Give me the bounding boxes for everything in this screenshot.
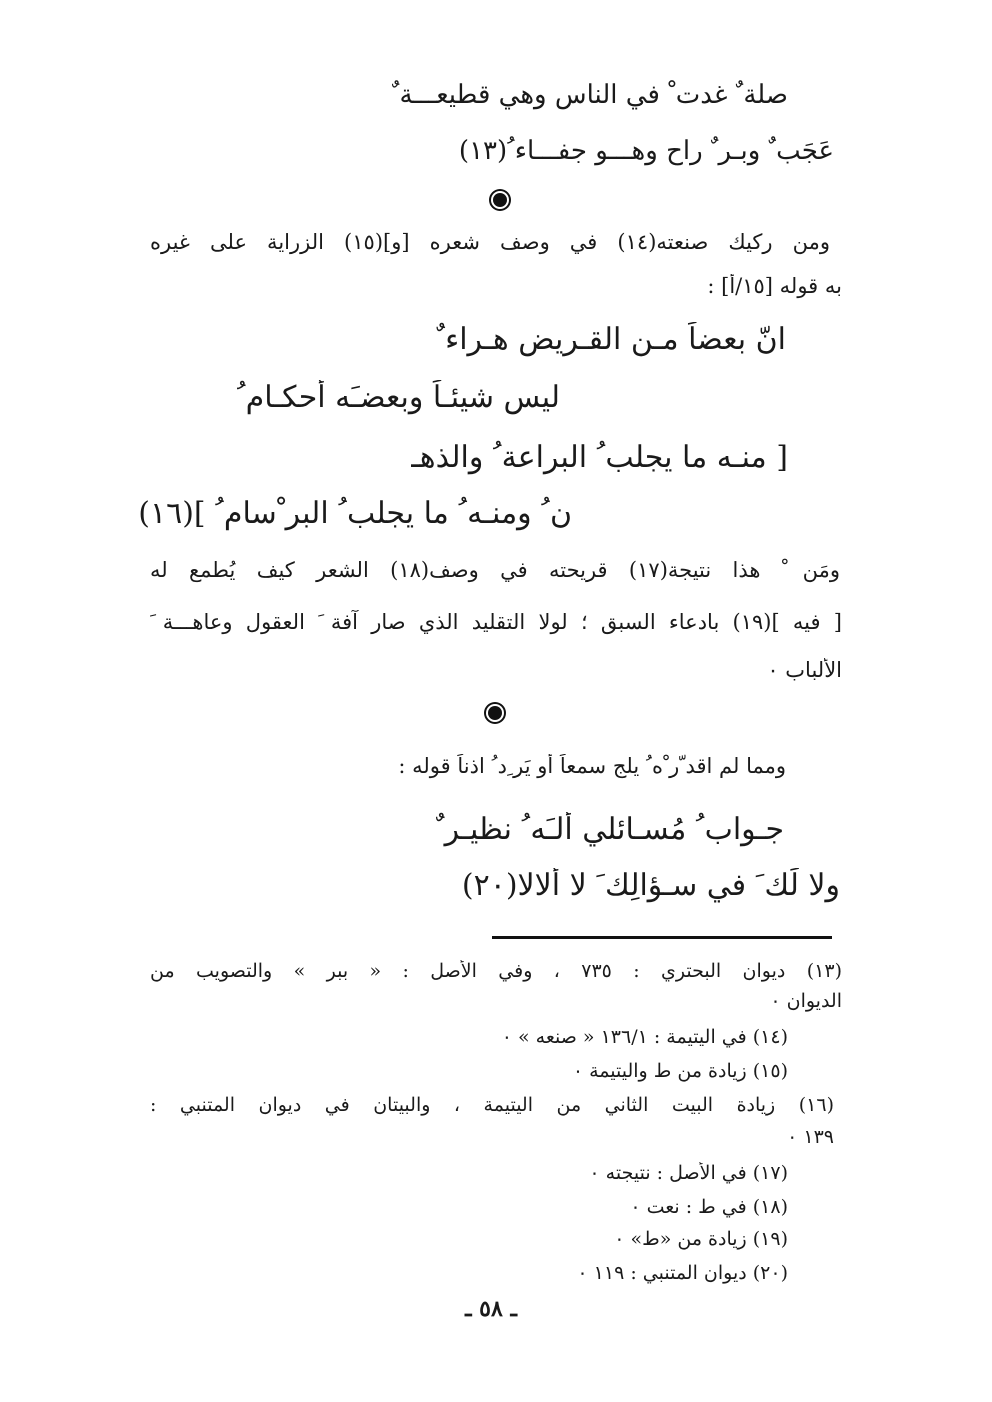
section3-line3: الألباب ٠ xyxy=(767,658,842,682)
verse1-line1: صلة ٌ غدت ْ في الناس وهي قطيعـــة ٌ xyxy=(391,80,788,110)
verse2-line4: ن ُ ومنـه ُ ما يجلب ُ البر ْسام ُ ](١٦) xyxy=(138,496,572,531)
footnote-16-cont: ١٣٩ ٠ xyxy=(787,1126,834,1148)
footnote-16: (١٦) زيادة البيت الثاني من اليتيمة ، والبيتان في ديوان المتنبي : xyxy=(150,1094,834,1116)
verse1-line2: عَجَب ٌ وبـر ٌ راح وهـــو جفـــاء ُ(١٣) xyxy=(458,136,834,166)
footnote-18: (١٨) في ط : نعت ٠ xyxy=(630,1196,788,1218)
footnote-20: (٢٠) ديوان المتنبي : ١١٩ ٠ xyxy=(577,1262,788,1284)
footnote-14: (١٤) في اليتيمة : ١٣٦/١ « صنعه » ٠ xyxy=(501,1026,788,1048)
page-number: ـ ٥٨ ـ xyxy=(465,1296,517,1322)
verse3-line2: ولا لَك َ في سـؤالِك َ لا ألالا(٢٠) xyxy=(461,868,840,903)
footnote-15: (١٥) زيادة من ط واليتيمة ٠ xyxy=(572,1060,788,1082)
section2-line2: به قوله [١٥/أ] : xyxy=(707,274,842,298)
verse3-line1: جـواب ُ مُسـائلي ألـَه ُ نظيـر ٌ xyxy=(435,812,784,847)
footnote-13-cont: الديوان ٠ xyxy=(770,990,842,1012)
section3-line1: ومَن ْ هذا نتيجة(١٧) قريحته في وصف(١٨) الشعر كيف يُطمع له xyxy=(150,558,840,582)
footnote-19: (١٩) زيادة من «ط» ٠ xyxy=(614,1228,788,1250)
section-divider-icon xyxy=(493,193,507,207)
verse2-line2: ليس شيئـاً وبعضـَه أحكـام ُ xyxy=(236,380,560,415)
section2-line1: ومن ركيك صنعته(١٤) في وصف شعره [و](١٥) الزراية على غيره xyxy=(150,230,830,254)
verse2-line3: [ منـه ما يجلب ُ البراعة ُ والذهـ xyxy=(411,440,788,475)
section3-line2: [ فيه ](١٩) بادعاء السبق ؛ لولا التقليد الذي صار آفة َ العقول وعاهـــة َ xyxy=(150,610,842,634)
footnote-divider xyxy=(492,936,832,939)
section4-line1: ومما لم اقد ّر ْه ُ يلج سمعاً أو يَر ِد ُ اذناً قوله : xyxy=(398,754,786,778)
verse2-line1: انّ بعضاً مـن القـريض هـراء ٌ xyxy=(436,322,786,357)
footnote-17: (١٧) في الأصل : نتيجته ٠ xyxy=(589,1162,788,1184)
section-divider-icon xyxy=(488,706,502,720)
footnote-13: (١٣) ديوان البحتري : ٧٣٥ ، وفي الأصل : « ببر » والتصويب من xyxy=(150,960,842,982)
